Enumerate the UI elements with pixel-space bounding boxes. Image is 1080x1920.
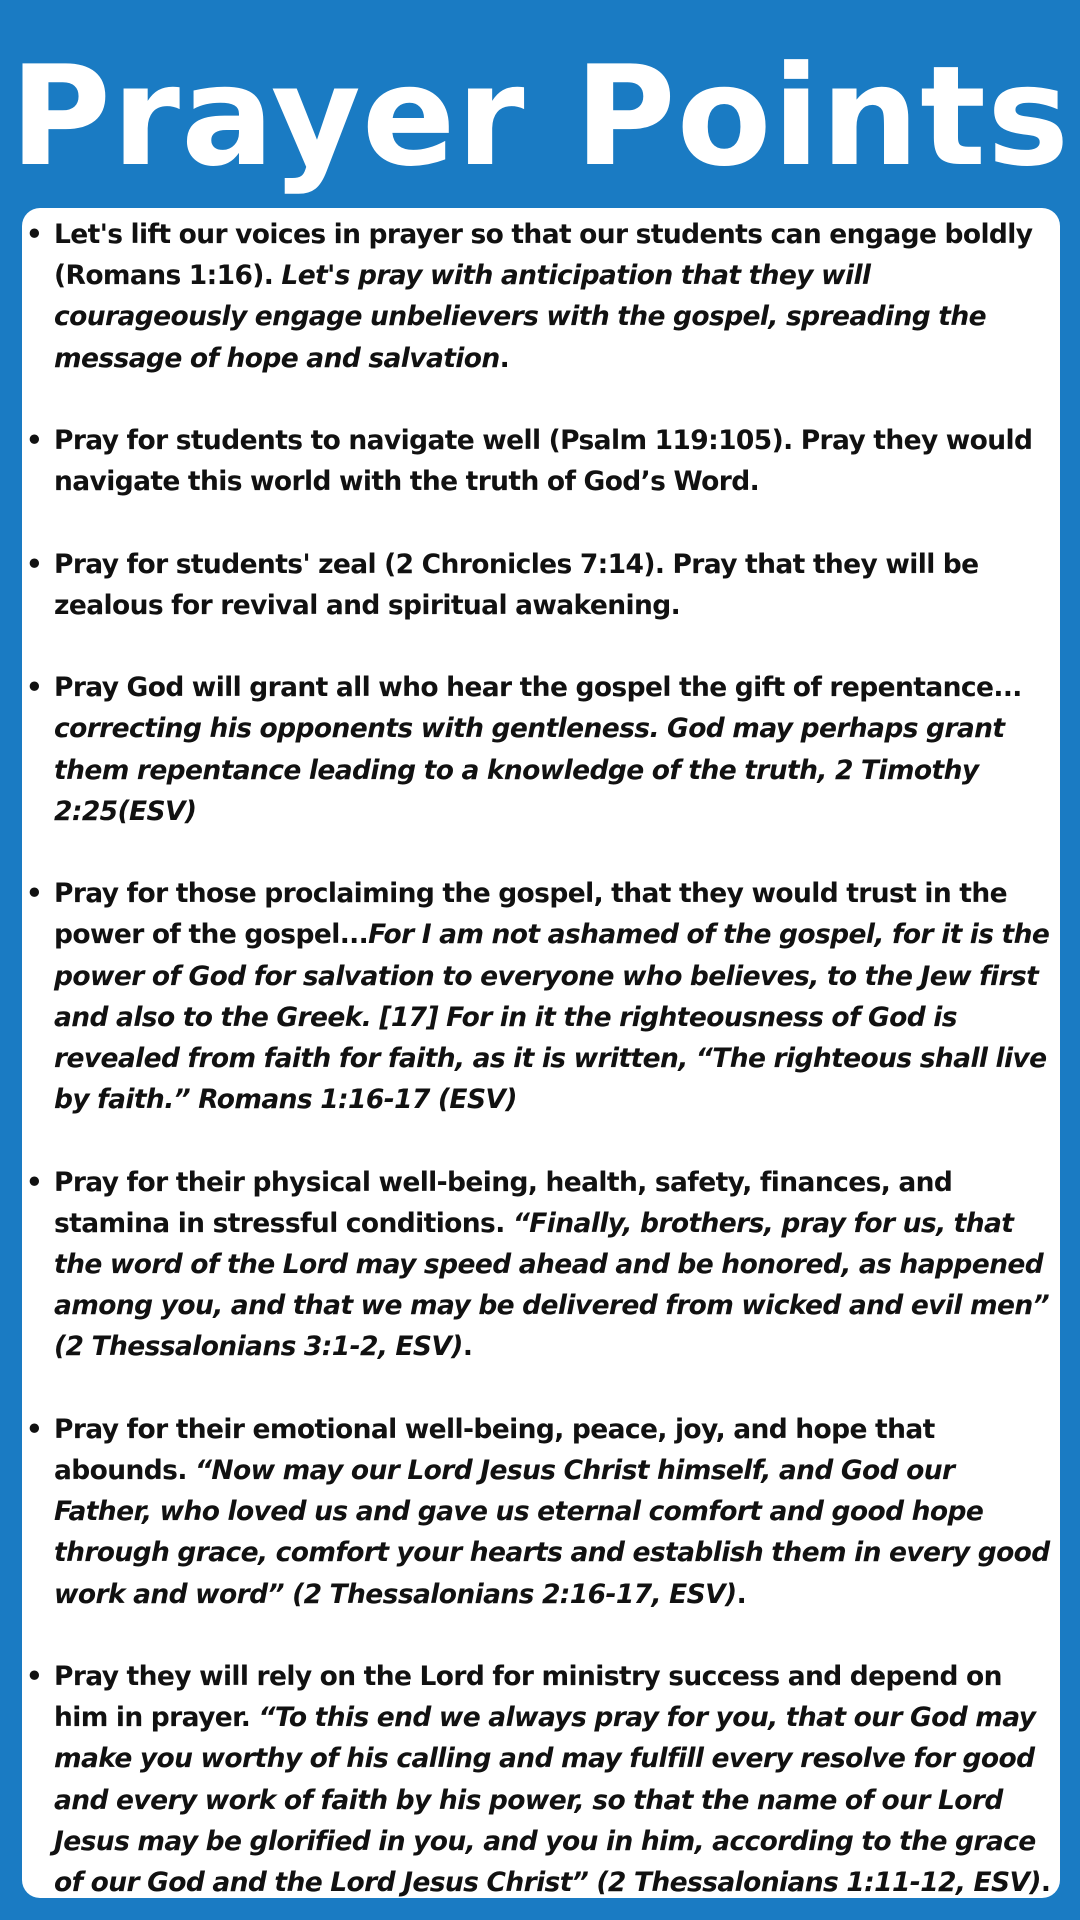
prayer-point-lead: Pray for their emotional well-being, peace, joy, and hope that abounds. [54, 1413, 935, 1486]
page-title: Prayer Points [9, 36, 1071, 197]
prayer-point-5 [22, 873, 1060, 1120]
prayer-point-lead: Pray for students' zeal (2 Chronicles 7:14). Pray that they will be zealous for revival and spiritual awakening. [54, 548, 979, 621]
bullet-icon: • [25, 672, 43, 704]
prayer-point-6 [22, 1162, 1060, 1368]
prayer-point-lead: Pray for those proclaiming the gospel, that they would trust in the power of the gospel... [54, 878, 1007, 951]
prayer-point-4 [22, 667, 1060, 832]
prayer-point-3 [22, 544, 1060, 626]
prayer-point-quote: For I am not ashamed of the gospel, for it is the power of God for salvation to everyone who believes, to the Jew first and also to the Greek. [17] For in it the righteousness of God is revealed from faith for faith, as it is written, “The righteous shall live by faith.” Romans 1:16-17 (ESV) [54, 919, 1050, 1116]
prayer-point-lead: Pray they will rely on the Lord for ministry success and depend on him in prayer. [54, 1661, 1002, 1734]
bullet-icon: • [25, 1413, 43, 1445]
prayer-point-tail: . [736, 1578, 747, 1610]
prayer-point-quote: “Finally, brothers, pray for us, that the word of the Lord may speed ahead and be honored, as happened among you, and that we may be delivered from wicked and evil men” (2 Thessalonians 3:1-2, ESV) [54, 1207, 1050, 1363]
prayer-point-tail: . [462, 1331, 473, 1363]
prayer-points-list [22, 214, 1060, 1898]
bullet-icon: • [25, 1661, 43, 1692]
bullet-icon: • [25, 1166, 43, 1198]
prayer-point-lead: Pray for their physical well-being, health, safety, finances, and stamina in stressful conditions. [54, 1166, 953, 1239]
bullet-icon: • [25, 878, 43, 910]
prayer-point-quote: correcting his opponents with gentleness. God may perhaps grant them repentance leading to a knowledge of the truth, 2 Timothy 2:25(ESV) [54, 713, 1005, 827]
bullet-icon: • [25, 548, 43, 580]
prayer-point-tail: . [1040, 1867, 1051, 1898]
prayer-point-8 [22, 1656, 1060, 1898]
bullet-icon: • [25, 219, 43, 250]
prayer-point-quote: “To this end we always pray for you, that our God may make you worthy of his calling and may fulfill every resolve for good and every work of faith by his power, so that the name of our Lord Jesus may be glorified in you, and you in him, according to the grace of our God and the Lord Jesus Christ” (2 Thessalonians 1:11-12, ESV) [54, 1702, 1041, 1898]
prayer-point-lead: Let's lift our voices in prayer so that our students can engage boldly (Romans 1:16). [54, 219, 1033, 292]
prayer-point-lead: Pray God will grant all who hear the gospel the gift of repentance... [54, 672, 1022, 704]
prayer-point-1 [22, 214, 1060, 379]
bullet-icon: • [25, 425, 43, 456]
prayer-points-card [22, 208, 1060, 1898]
prayer-point-quote: “Now may our Lord Jesus Christ himself, and God our Father, who loved us and gave us eternal comfort and good hope through grace, comfort your hearts and establish them in every good work and word” (2 Thessalonians 2:16-17, ESV) [54, 1455, 1050, 1610]
prayer-point-7 [22, 1409, 1060, 1615]
prayer-point-2 [22, 420, 1060, 502]
prayer-point-quote: Let's pray with anticipation that they will courageously engage unbelievers with the gospel, spreading the message of hope and salvation [54, 260, 986, 374]
prayer-point-lead: Pray for students to navigate well (Psalm 119:105). Pray they would navigate this world with the truth of God’s Word. [54, 425, 1033, 498]
prayer-point-tail: . [499, 342, 510, 374]
